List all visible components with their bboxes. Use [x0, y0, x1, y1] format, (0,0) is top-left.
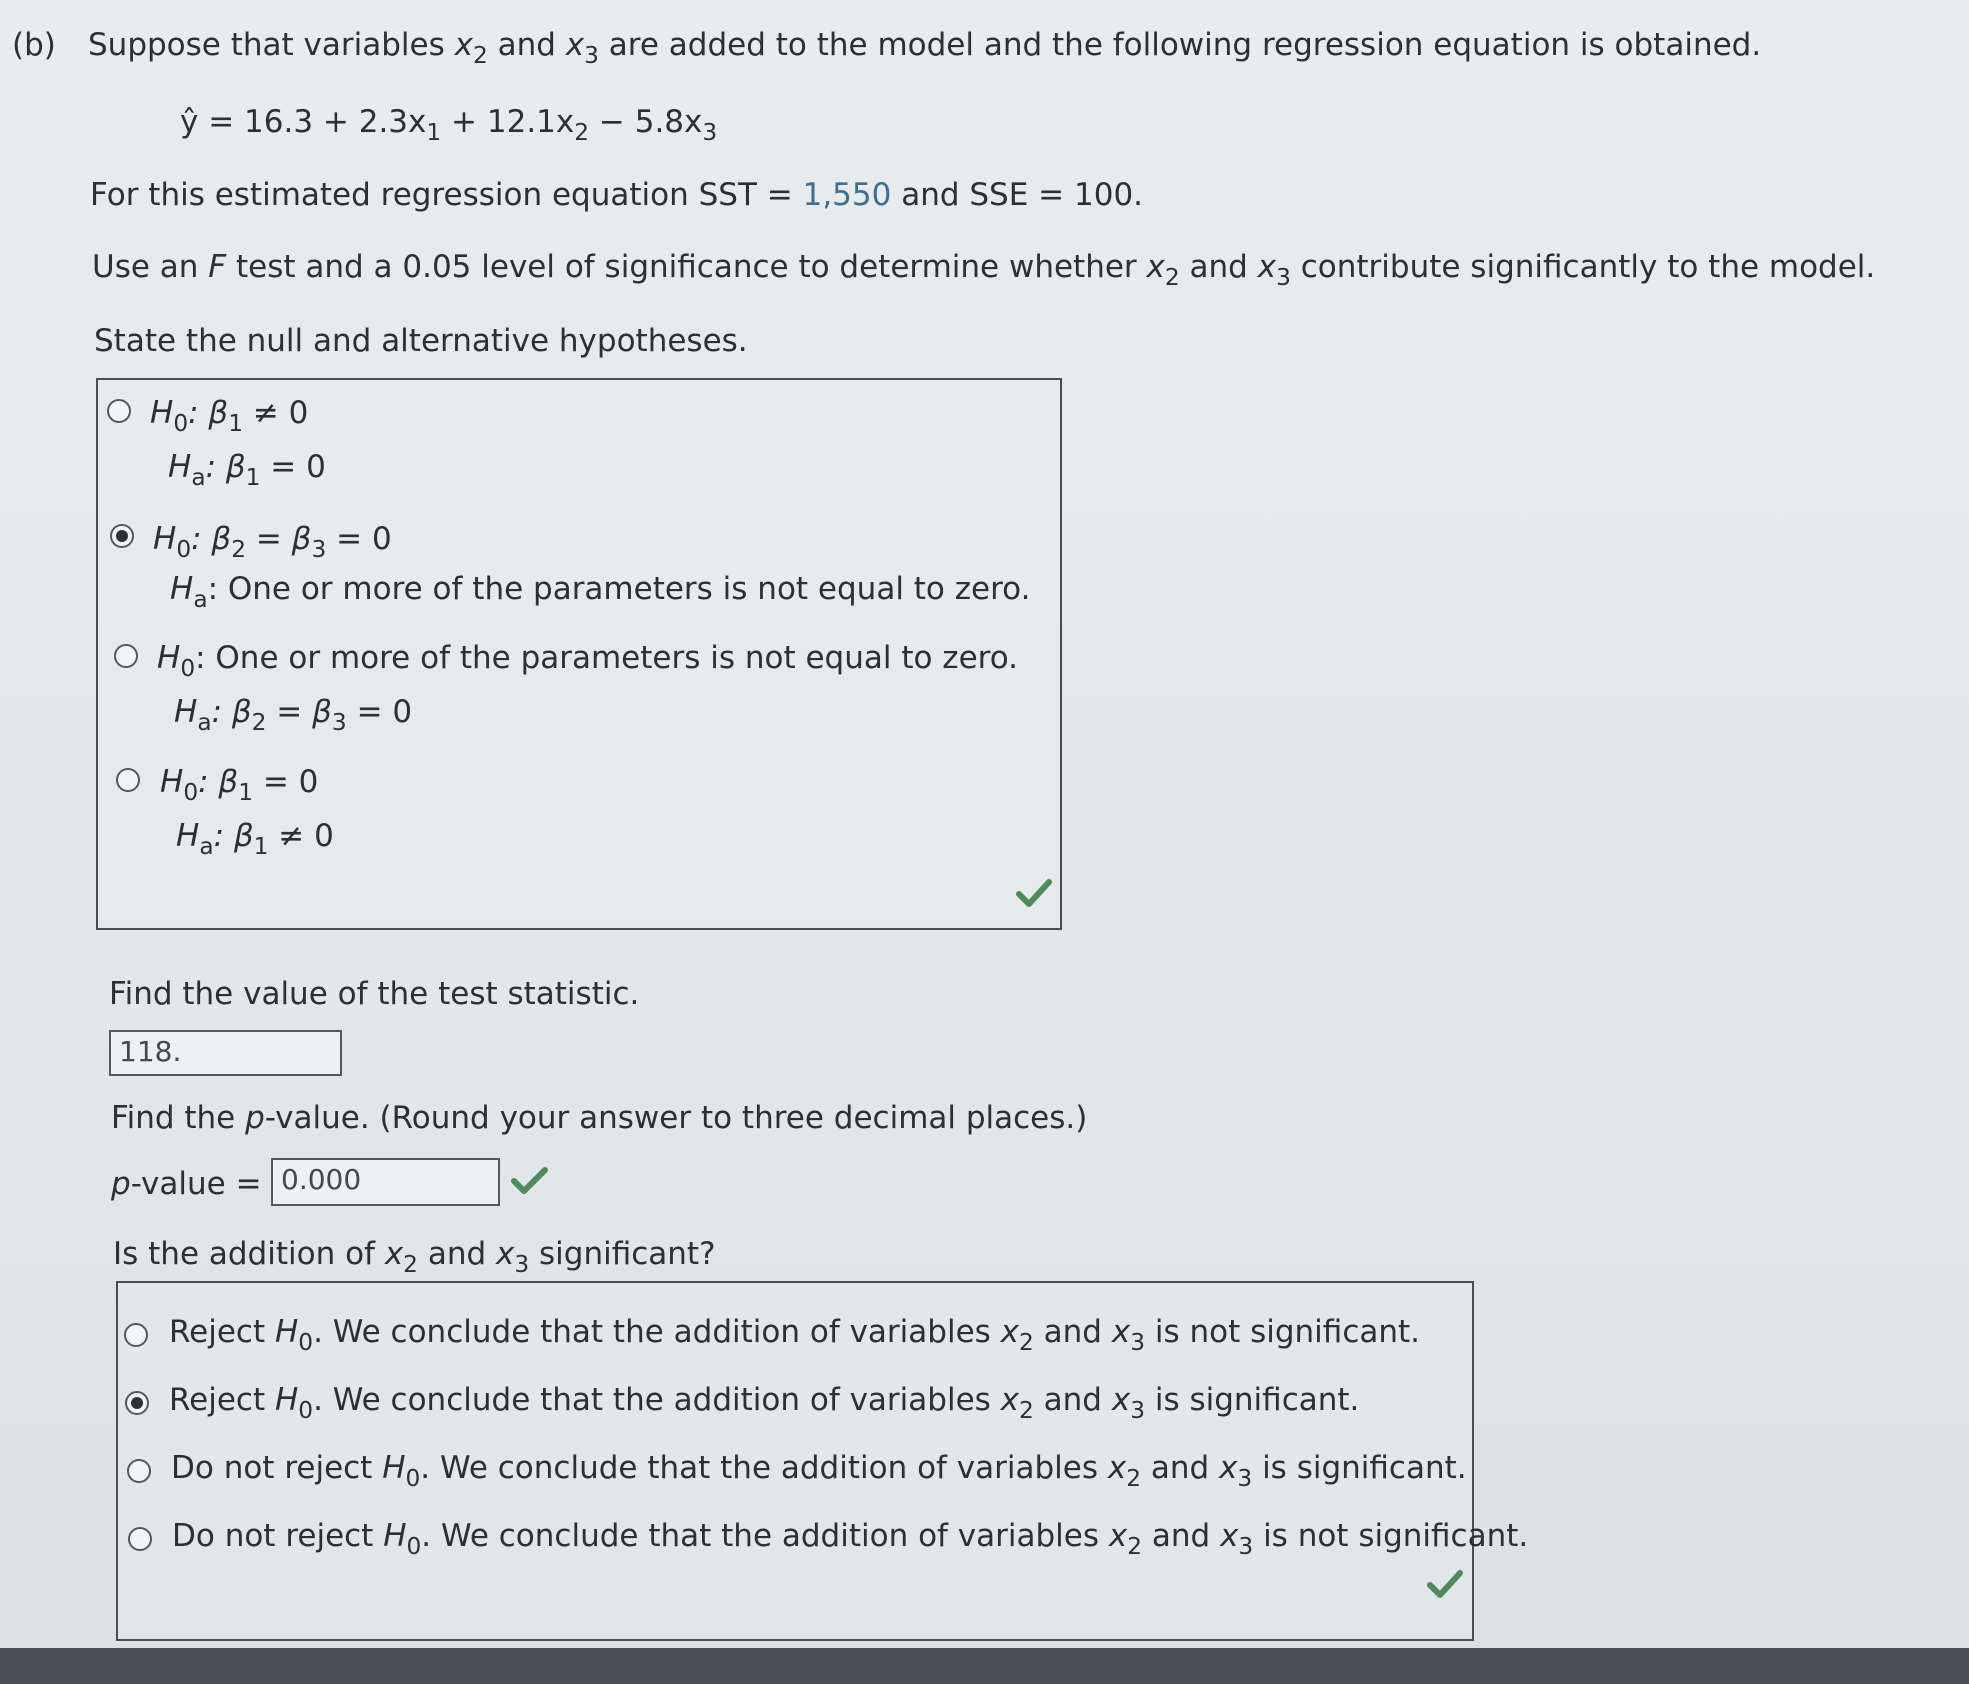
hypothesis-option-1-ha: $H_a$: $\beta_1 = 0$ — [168, 449, 326, 492]
hypothesis-option-1-h0: $H_0$: $\beta_1 \ne 0$ — [150, 395, 309, 438]
bottom-bar — [0, 1648, 1969, 1684]
check-icon — [1016, 878, 1052, 908]
conclusion-option-1-label: Reject $H_0$. We conclude that the addition of variables $x_2$ and $x_3$ is not significant. — [169, 1314, 1421, 1357]
hypothesis-option-1-radio[interactable] — [107, 399, 131, 423]
hypothesis-option-2-ha: $H_a$: One or more of the parameters is not equal to zero. — [170, 571, 1031, 614]
conclusion-option-1-radio[interactable] — [124, 1323, 148, 1347]
pvalue-input[interactable]: 0.000 — [271, 1158, 500, 1206]
hypothesis-option-4-h0: $H_0$: $\beta_1 = 0$ — [160, 764, 319, 807]
conclusion-option-3-label: Do not reject $H_0$. We conclude that the addition of variables $x_2$ and $x_3$ is significant. — [171, 1450, 1467, 1493]
conclusion-option-2-label: Reject $H_0$. We conclude that the addition of variables $x_2$ and $x_3$ is significant. — [169, 1382, 1360, 1425]
regression-equation: ŷ = $16.3 + 2.3x_1 + 12.1x_2 - 5.8x_3$ — [180, 104, 718, 147]
intro-text: Suppose that variables $x_2$ and $x_3$ are added to the model and the following regression equation is obtained. — [88, 27, 1762, 70]
check-icon — [1427, 1569, 1463, 1599]
hypothesis-option-3-radio[interactable] — [114, 644, 138, 668]
conclusion-option-2-radio[interactable] — [125, 1391, 149, 1415]
hypothesis-option-3-h0: $H_0$: One or more of the parameters is not equal to zero. — [157, 640, 1018, 683]
hypothesis-option-4-radio[interactable] — [116, 768, 140, 792]
hypothesis-option-4-ha: $H_a$: $\beta_1 \ne 0$ — [176, 818, 334, 861]
conclusion-option-4-radio[interactable] — [128, 1527, 152, 1551]
test-statistic-prompt: Find the value of the test statistic. — [109, 976, 640, 1012]
pvalue-prompt: Find the p-value. (Round your answer to three decimal places.) — [111, 1100, 1088, 1136]
sst-sse-line: For this estimated regression equation SST = 1,550 and SSE = 100. — [90, 177, 1144, 213]
conclusion-option-4-label: Do not reject $H_0$. We conclude that the addition of variables $x_2$ and $x_3$ is not significant. — [172, 1518, 1529, 1561]
check-icon — [511, 1165, 549, 1195]
hypotheses-prompt: State the null and alternative hypotheses. — [94, 323, 748, 359]
hypothesis-option-2-radio[interactable] — [110, 524, 134, 548]
significance-prompt: Is the addition of $x_2$ and $x_3$ significant? — [113, 1236, 716, 1279]
pvalue-label: p-value = — [111, 1166, 262, 1202]
test-statistic-input[interactable]: 118. — [109, 1030, 342, 1076]
hypothesis-option-2-h0: $H_0$: $\beta_2 = \beta_3 = 0$ — [153, 521, 392, 564]
conclusion-option-3-radio[interactable] — [127, 1459, 151, 1483]
hypothesis-option-3-ha: $H_a$: $\beta_2 = \beta_3 = 0$ — [174, 694, 413, 737]
part-label: (b) — [12, 27, 56, 63]
ftest-instruction: Use an F test and a 0.05 level of significance to determine whether $x_2$ and $x_3$ contribute significantly to the model. — [92, 249, 1876, 292]
